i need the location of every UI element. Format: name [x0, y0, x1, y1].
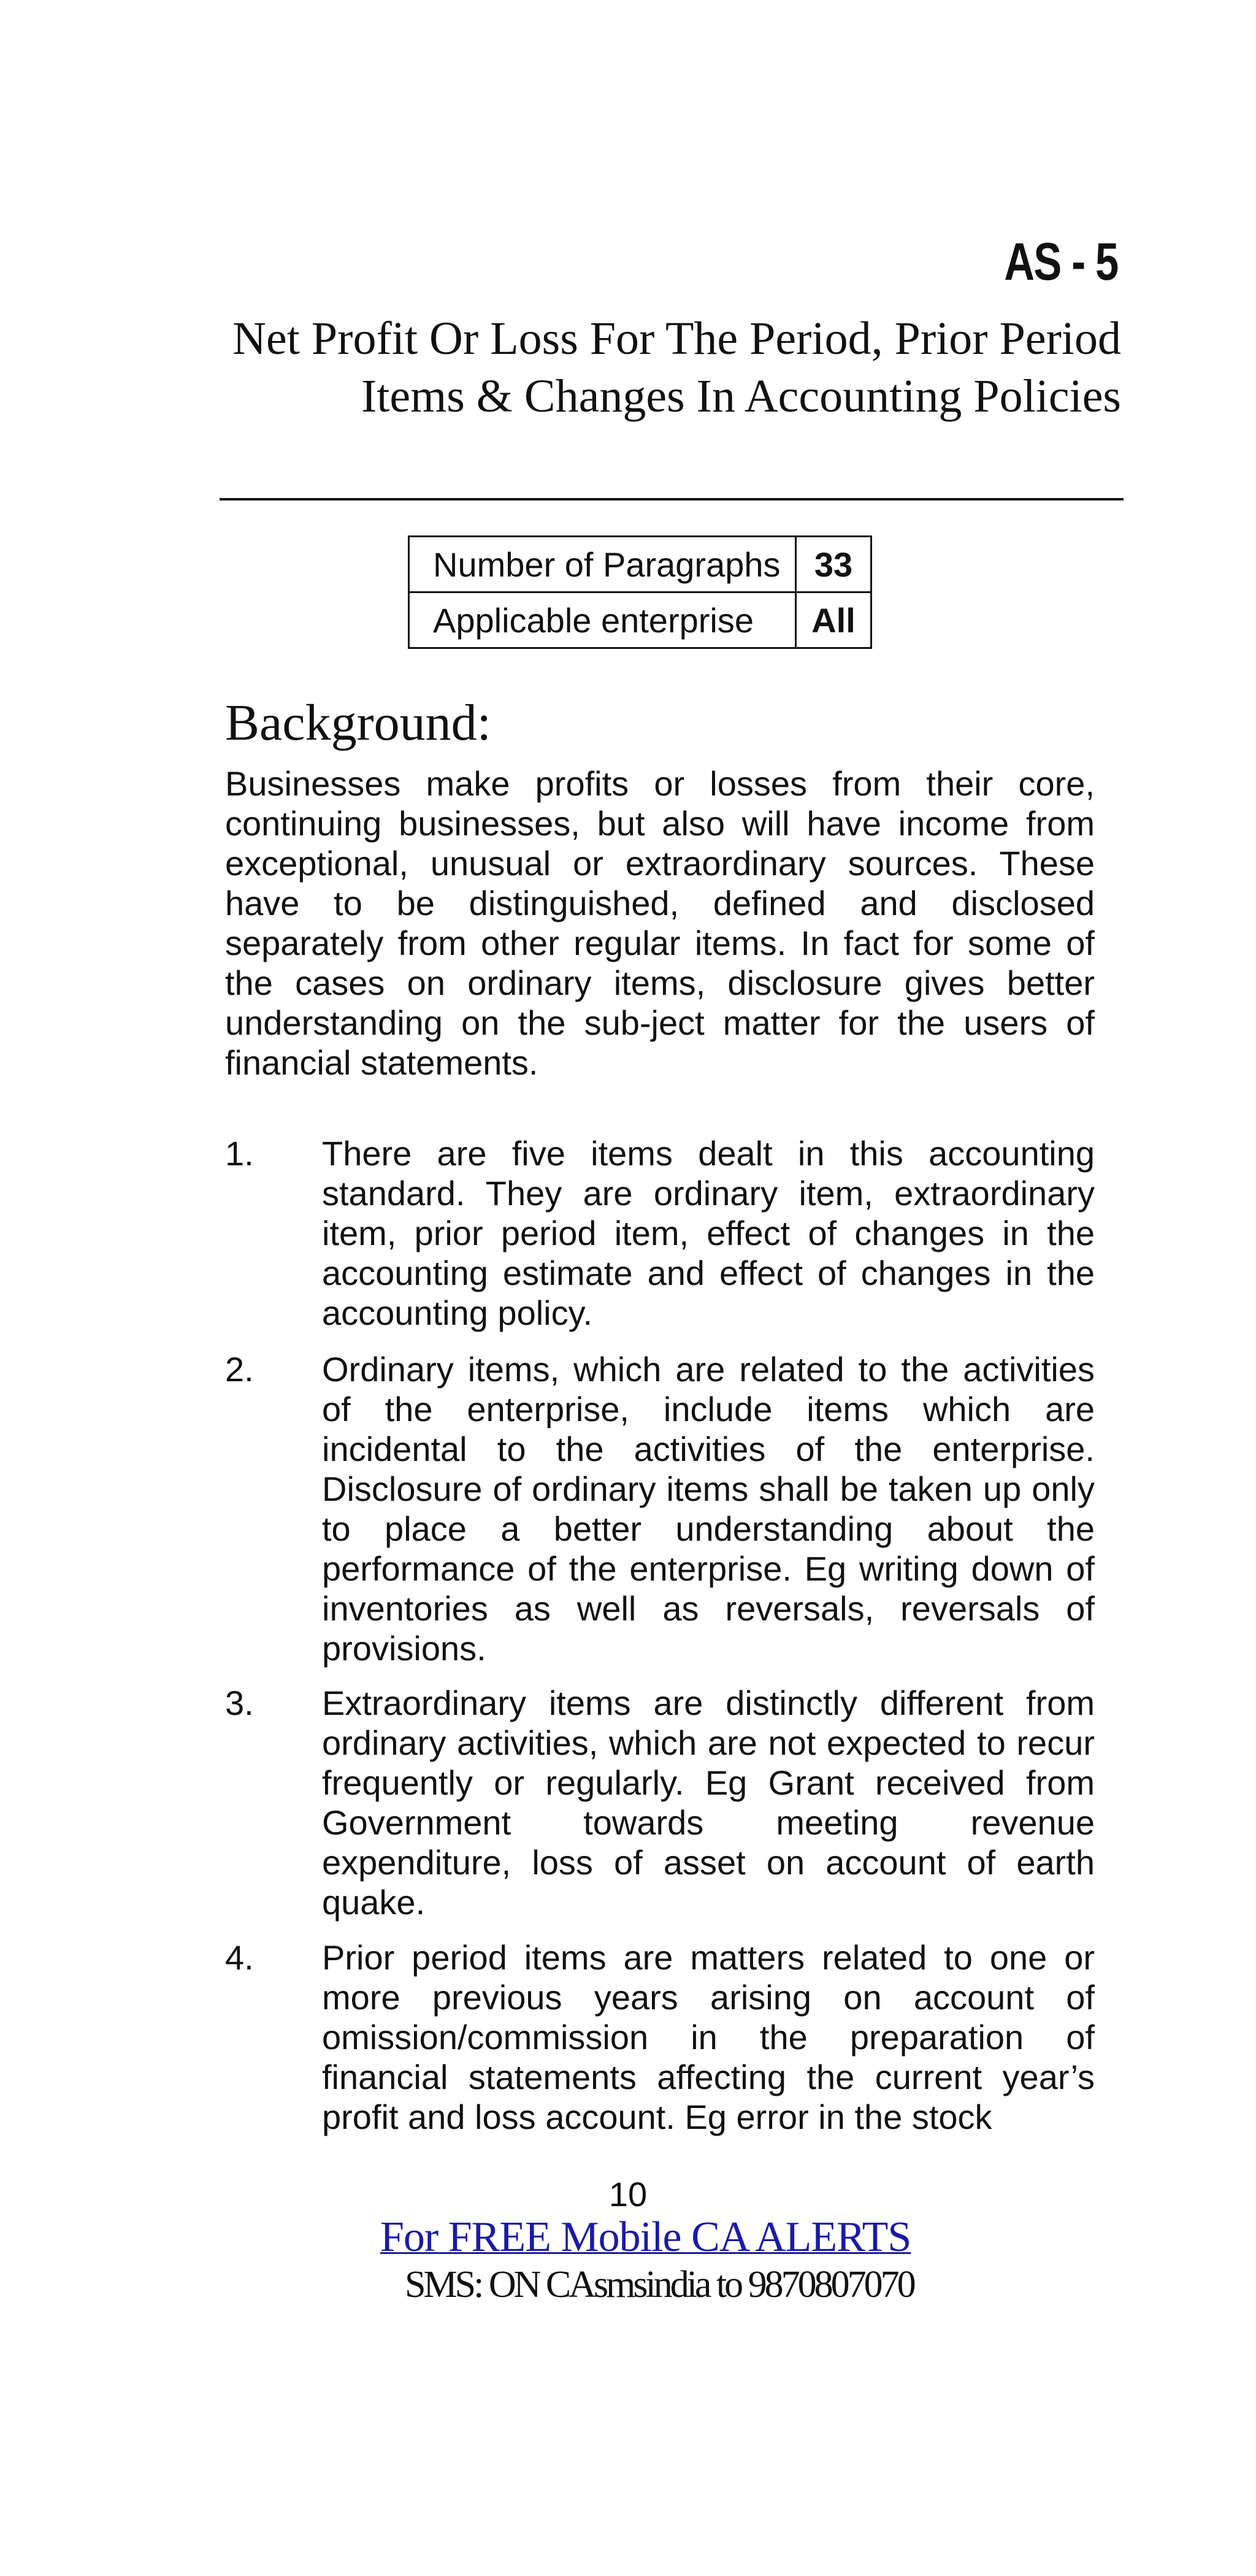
background-paragraph: Businesses make profits or losses from their core, continuing businesses, but also will have income from exceptional, unusual or extraordinary sources. These have to be distinguished, defined and disclosed separately from other regular items. In fact for some of the cases on ordinary items, disclosure gives better understanding on the sub-ject matter for the users of financial statements.: [225, 764, 1095, 1082]
list-item: [225, 1133, 1095, 1333]
item-text: There are five items dealt in this accounting standard. They are ordinary item, extraordinary item, prior period item, effect of changes in the accounting estimate and effect of changes in the accounting policy.: [322, 1134, 1095, 1332]
item-text: Prior period items are matters related to one or more previous years arising on account of omission/commission in the preparation of financial statements affecting the current year’s profit and loss account. Eg error in the stock: [322, 1938, 1095, 2136]
title-divider: [220, 498, 1124, 500]
list-item: [225, 1683, 1095, 1922]
page-number: 10: [608, 2175, 648, 2214]
table-cell-label: Number of Paragraphs: [409, 537, 796, 592]
list-item: [225, 1938, 1095, 2137]
item-number: 3.: [225, 1684, 254, 1722]
item-number: 1.: [225, 1134, 254, 1173]
table-row: [409, 537, 871, 592]
sms-instructions: SMS: ON CAsmsindia to 9870807070: [405, 2264, 914, 2306]
list-item: [225, 1349, 1095, 1668]
item-number: 4.: [225, 1938, 254, 1977]
table-cell-value: 33: [796, 537, 871, 592]
standard-code: AS - 5: [1004, 232, 1118, 291]
table-cell-value: All: [796, 592, 871, 648]
info-table: [408, 535, 872, 649]
standard-title: Net Profit Or Loss For The Period, Prior Period Items & Changes In Accounting Policies: [232, 313, 1121, 422]
table-cell-label: Applicable enterprise: [409, 592, 796, 648]
item-text: Extraordinary items are distinctly different from ordinary activities, which are not expected to recur frequently or regularly. Eg Grant received from Government towards meeting revenue expenditure, loss of asset on account of earth quake.: [322, 1684, 1095, 1922]
table-row: [409, 592, 871, 648]
background-heading: Background:: [225, 694, 491, 751]
item-text: Ordinary items, which are related to the activities of the enterprise, include items which are incidental to the activities of the enterprise. Disclosure of ordinary items shall be taken up only to place a better understanding about the performance of the enterprise. Eg writing down of inventories as well as reversals, reversals of provisions.: [322, 1350, 1095, 1668]
ca-alerts-link[interactable]: For FREE Mobile CA ALERTS: [380, 2214, 911, 2261]
item-number: 2.: [225, 1350, 254, 1389]
